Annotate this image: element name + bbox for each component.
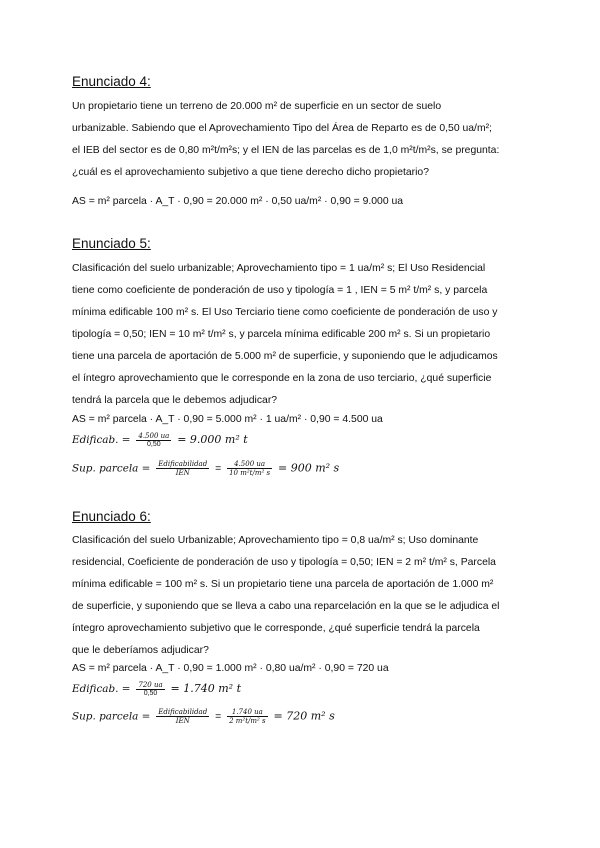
e6-sup-den1: IEN [175, 717, 190, 725]
e5-edificab-fraction [136, 432, 171, 448]
e5-sup-label: Sup. parcela = [72, 462, 151, 475]
e6-line-5: íntegro aprovechamiento subjetivo que le corresponde, ¿qué superficie tendrá la parcela [72, 623, 480, 634]
e5-edificab-num: 4.500 ua [138, 432, 170, 440]
e5-sup-num1: Edificabilidad [158, 460, 208, 468]
e6-line-3: mínima edificable = 100 m² s. Si un propietario tiene una parcela de aportación de 1.000 m² [72, 579, 494, 590]
e6-edificab-den: 0,50 [143, 690, 158, 697]
enunciado-6-title: Enunciado 6: [72, 509, 151, 524]
e5-line-6: el íntegro aprovechamiento que le corresponde en la zona de uso terciario, ¿qué superficie [72, 373, 492, 384]
enunciado-6-text [72, 530, 542, 662]
e6-sup-fraction-1 [156, 708, 209, 725]
e5-sup-result: = 900 m² s [277, 461, 340, 475]
e5-sup-den2: 10 m²t/m² s [229, 469, 271, 477]
e5-sup-formula: Sup. parcela = $\frac{\text{Edificabilidad}}{\text{IEN}}$ = $\frac{4.500 ua}{\text{10 m²t/m² s}}$ = 900 m² s [72, 460, 340, 477]
enunciado-5-text [72, 258, 542, 412]
e5-as-formula: AS = m² parcela · A_T · 0,90 = 5.000 m² · 1 ua/m² · 0,90 = 4.500 ua [72, 414, 383, 425]
e6-edificab-result: = 1.740 m² t [170, 681, 241, 695]
e5-line-5: tiene una parcela de aportación de 5.000 m² de superficie, y suponiendo que le adjudicamos [72, 351, 498, 362]
e6-line-6: que le deberíamos adjudicar? [72, 645, 209, 656]
e4-as-formula: AS = m² parcela · A_T · 0,90 = 20.000 m² · 0,50 ua/m² · 0,90 = 9.000 ua [72, 196, 404, 207]
e6-sup-label: Sup. parcela = [72, 710, 151, 723]
e5-line-7: tendrá la parcela que le debemos adjudicar? [72, 395, 278, 406]
enunciado-4-text [72, 96, 542, 184]
e6-line-2: residencial, Coeficiente de ponderación de uso y tipología = 0,50; IEN = 2 m² t/m² s, Parcela [72, 557, 496, 568]
e4-line-3: el IEB del sector es de 0,80 m²t/m²s; y el IEN de las parcelas es de 1,0 m²t/m²s, se pregunta: [72, 145, 500, 156]
e5-edificab-label: Edificab. = [72, 433, 131, 446]
e5-edificab-result: = 9.000 m² t [177, 432, 248, 446]
e5-line-1: Clasificación del suelo urbanizable; Aprovechamiento tipo = 1 ua/m² s; El Uso Residencial [72, 263, 486, 274]
e6-edificab-label: Edificab. = [72, 682, 131, 695]
e6-edificab-formula [72, 681, 241, 697]
e5-edificab-formula [72, 432, 248, 448]
e6-sup-num1: Edificabilidad [158, 708, 208, 716]
e6-edificab-num: 720 ua [138, 681, 163, 689]
e5-line-3: mínima edificable 100 m² s. El Uso Terciario tiene como coeficiente de ponderación de uso y [72, 307, 498, 318]
e5-sup-fraction-2 [227, 460, 272, 477]
e5-sup-fraction-1 [156, 460, 209, 477]
e5-edificab-den: 0,50 [147, 441, 161, 448]
e5-sup-num2: 4.500 ua [227, 460, 272, 469]
e6-sup-result: = 720 m² s [273, 709, 335, 723]
enunciado-4-title: Enunciado 4: [72, 74, 151, 89]
enunciado-5-title: Enunciado 5: [72, 236, 151, 251]
e6-sup-formula: Sup. parcela = $\frac{\text{Edificabilidad}}{\text{IEN}}$ = $\frac{1.740 ua}{\text{2 m²t/m² s}}$ = 720 m² s [72, 708, 335, 725]
e6-edificab-fraction [136, 681, 164, 697]
e6-as-formula: AS = m² parcela · A_T · 0,90 = 1.000 m² · 0,80 ua/m² · 0,90 = 720 ua [72, 663, 389, 674]
e5-sup-den1: IEN [175, 469, 190, 477]
e4-line-1: Un propietario tiene un terreno de 20.000 m² de superficie en un sector de suelo [72, 101, 442, 112]
e5-line-4: tipología = 0,50; IEN = 10 m² t/m² s, y parcela mínima edificable 200 m² s. Si un propietario [72, 329, 491, 340]
e6-line-1: Clasificación del suelo Urbanizable; Aprovechamiento tipo = 0,8 ua/m² s; Uso dominante [72, 535, 479, 546]
e5-line-2: tiene como coeficiente de ponderación de uso y tipología = 1 , IEN = 5 m² t/m² s, y parcela [72, 285, 488, 296]
e6-sup-num2: 1.740 ua [227, 708, 268, 717]
e4-line-2: urbanizable. Sabiendo que el Aprovechamiento Tipo del Área de Reparto es de 0,50 ua/m²; [72, 123, 492, 134]
e4-line-4: ¿cuál es el aprovechamiento subjetivo a que tiene derecho dicho propietario? [72, 167, 429, 178]
e6-sup-fraction-2 [227, 708, 268, 725]
e6-sup-den2: 2 m²t/m² s [229, 717, 266, 725]
e6-line-4: de superficie, y suponiendo que se lleva a cabo una reparcelación en la que se le adjudica el [72, 601, 500, 612]
